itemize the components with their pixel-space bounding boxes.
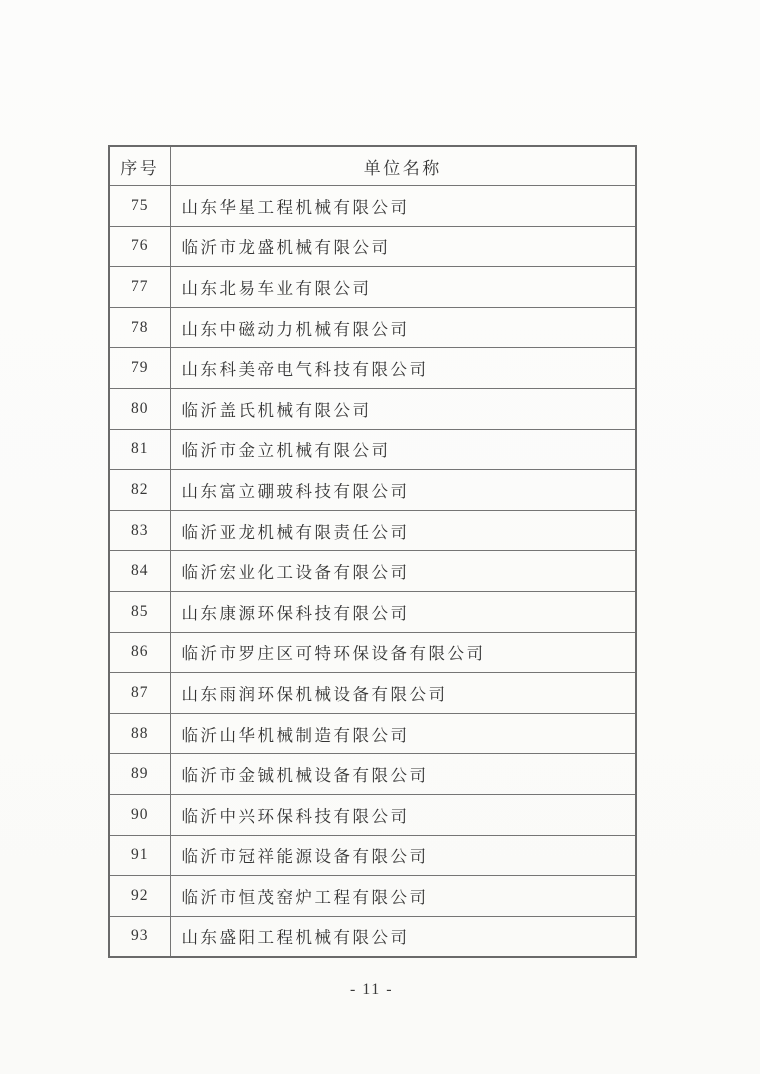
company-name-cell: 山东北易车业有限公司	[170, 267, 636, 308]
table-row	[109, 307, 636, 348]
serial-number-cell: 77	[109, 267, 170, 308]
table-row	[109, 591, 636, 632]
company-table	[108, 145, 637, 958]
table-row	[109, 388, 636, 429]
serial-number-cell: 84	[109, 551, 170, 592]
company-name-cell: 临沂市龙盛机械有限公司	[170, 226, 636, 267]
table-body	[109, 186, 636, 958]
table-row	[109, 632, 636, 673]
page-number: - 11 -	[349, 981, 394, 998]
table-row	[109, 226, 636, 267]
company-name-cell: 山东盛阳工程机械有限公司	[170, 916, 636, 957]
serial-number-cell: 76	[109, 226, 170, 267]
serial-number-cell: 88	[109, 713, 170, 754]
table-row	[109, 713, 636, 754]
company-name-cell: 临沂宏业化工设备有限公司	[170, 551, 636, 592]
table-row	[109, 510, 636, 551]
serial-number-cell: 87	[109, 673, 170, 714]
serial-number-cell: 75	[109, 186, 170, 227]
serial-number-cell: 80	[109, 388, 170, 429]
table-row	[109, 551, 636, 592]
table-row	[109, 916, 636, 957]
serial-number-cell: 90	[109, 794, 170, 835]
serial-number-cell: 85	[109, 591, 170, 632]
serial-number-cell: 91	[109, 835, 170, 876]
table-row	[109, 754, 636, 795]
serial-number-cell: 86	[109, 632, 170, 673]
table-row	[109, 429, 636, 470]
serial-number-cell: 82	[109, 470, 170, 511]
company-name-cell: 临沂亚龙机械有限责任公司	[170, 510, 636, 551]
table-row	[109, 186, 636, 227]
company-name-cell: 临沂市恒茂窑炉工程有限公司	[170, 876, 636, 917]
serial-number-cell: 83	[109, 510, 170, 551]
company-name-cell: 临沂市金铖机械设备有限公司	[170, 754, 636, 795]
company-name-cell: 临沂盖氏机械有限公司	[170, 388, 636, 429]
table-row	[109, 673, 636, 714]
table-row	[109, 794, 636, 835]
company-name-cell: 山东雨润环保机械设备有限公司	[170, 673, 636, 714]
company-name-cell: 临沂市罗庄区可特环保设备有限公司	[170, 632, 636, 673]
header-unit-name: 单位名称	[170, 146, 636, 186]
company-name-cell: 临沂山华机械制造有限公司	[170, 713, 636, 754]
company-name-cell: 临沂中兴环保科技有限公司	[170, 794, 636, 835]
serial-number-cell: 92	[109, 876, 170, 917]
table-row	[109, 876, 636, 917]
company-name-cell: 山东康源环保科技有限公司	[170, 591, 636, 632]
company-name-cell: 山东富立硼玻科技有限公司	[170, 470, 636, 511]
header-serial-number: 序号	[109, 146, 170, 186]
table-header-row	[109, 146, 636, 186]
company-name-cell: 山东科美帝电气科技有限公司	[170, 348, 636, 389]
company-name-cell: 山东华星工程机械有限公司	[170, 186, 636, 227]
serial-number-cell: 93	[109, 916, 170, 957]
table-row	[109, 835, 636, 876]
company-name-cell: 临沂市金立机械有限公司	[170, 429, 636, 470]
company-name-cell: 临沂市冠祥能源设备有限公司	[170, 835, 636, 876]
table-row	[109, 348, 636, 389]
serial-number-cell: 89	[109, 754, 170, 795]
table-row	[109, 267, 636, 308]
serial-number-cell: 81	[109, 429, 170, 470]
table-row	[109, 470, 636, 511]
serial-number-cell: 79	[109, 348, 170, 389]
company-name-cell: 山东中磁动力机械有限公司	[170, 307, 636, 348]
serial-number-cell: 78	[109, 307, 170, 348]
